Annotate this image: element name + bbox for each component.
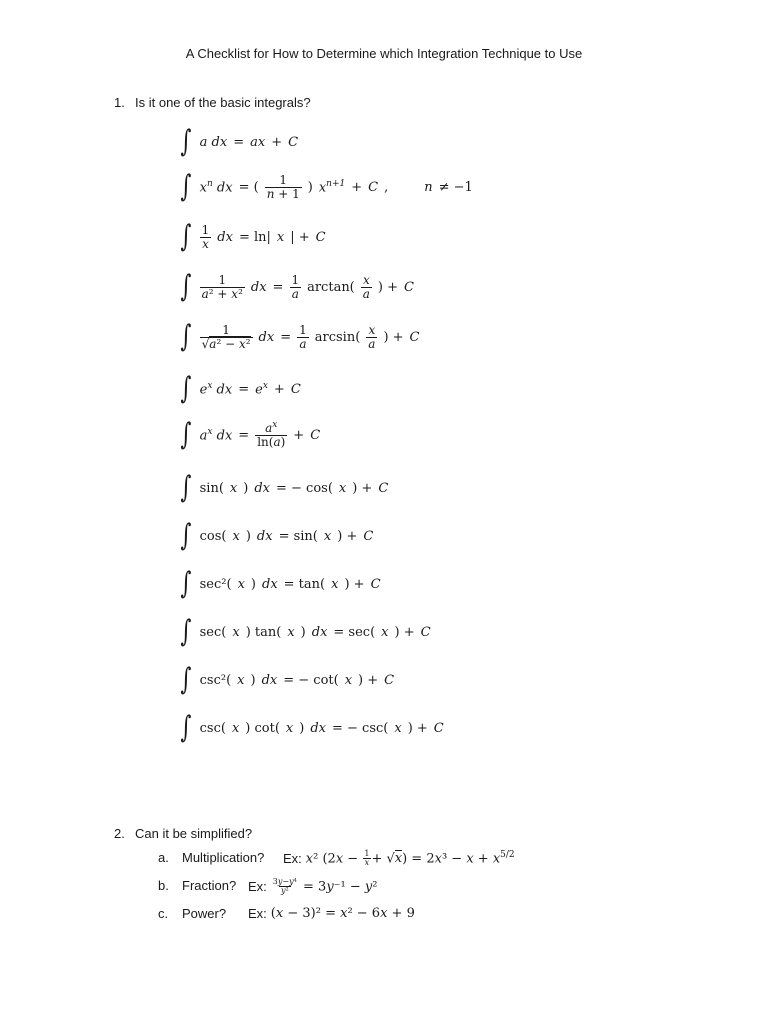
integral-sign-icon: ∫ (180, 614, 192, 649)
integral-csc-cot: ∫ csc( x ) cot( x ) dx = − csc( x ) + C (180, 710, 444, 745)
question-number: 1. (114, 95, 125, 110)
subitem-label: b. (158, 878, 169, 893)
subitem-name: Power? (182, 906, 227, 921)
subitem-power (158, 906, 578, 928)
subitem-multiplication (158, 850, 578, 872)
integral-sign-icon: ∫ (180, 518, 192, 553)
example-label: Ex: (248, 879, 267, 895)
subitem-name: Multiplication? (182, 850, 265, 865)
question-2 (114, 826, 414, 844)
integral-sign-icon: ∫ (180, 169, 192, 204)
subitem-label: a. (158, 850, 169, 865)
example-label: Ex: (248, 906, 267, 921)
integral-sec-squared: ∫ sec²( x ) dx = tan( x ) + C (180, 566, 381, 601)
integral-sign-icon: ∫ (180, 566, 192, 601)
question-number: 2. (114, 826, 125, 841)
integral-power-rule: ∫ $x^n$ dx = ( $\frac{1}{n + 1}$ ) $x^{n+1}$ + C , n ≠ −1 (180, 169, 473, 204)
integral-sign-icon: ∫ (180, 417, 192, 452)
question-text: Is it one of the basic integrals? (135, 95, 311, 110)
integral-exponential-a: ∫ $a^x$ dx = $\frac{a^x}{\ln(a)}$ + C (180, 417, 321, 452)
integral-sign-icon: ∫ (180, 219, 192, 254)
integral-arctan: ∫ $\frac{1}{\text{a² + x²}}$ dx = $\frac{1}{a}$ arctan( $\frac{x}{a}$ ) + C (180, 269, 414, 304)
question-text: Can it be simplified? (135, 826, 253, 841)
subitem-name: Fraction? (182, 878, 237, 893)
integral-cos: ∫ cos( x ) dx = sin( x ) + C (180, 518, 374, 553)
integral-sign-icon: ∫ (180, 124, 192, 159)
integral-csc-squared: ∫ csc²( x ) dx = − cot( x ) + C (180, 662, 395, 697)
subitem-fraction (158, 878, 578, 902)
integral-sign-icon: ∫ (180, 470, 192, 505)
subitem-example: Ex: (x − 3)² = x² − 6x + 9 (248, 906, 415, 921)
integral-sign-icon: ∫ (180, 319, 192, 354)
integral-sec-tan: ∫ sec( x ) tan( x ) dx = sec( x ) + C (180, 614, 431, 649)
integral-constant: ∫ a dx = ax + C (180, 124, 299, 159)
integral-reciprocal: ∫ $\frac{1}{x}$ dx = ln| x | + C (180, 219, 326, 254)
integral-exponential-e: ∫ $e^x$ dx = $e^x$ + C (180, 371, 301, 406)
integral-sign-icon: ∫ (180, 710, 192, 745)
integral-sign-icon: ∫ (180, 269, 192, 304)
integral-arcsin: ∫ $\frac{1}{\text{√a² − x²}}$ dx = $\frac{1}{a}$ arcsin( $\frac{x}{a}$ ) + C (180, 319, 420, 354)
question-1 (114, 95, 414, 113)
example-label: Ex: (283, 851, 302, 867)
integral-sign-icon: ∫ (180, 371, 192, 406)
integral-sin: ∫ sin( x ) dx = − cos( x ) + C (180, 470, 389, 505)
subitem-label: c. (158, 906, 169, 921)
subitem-example: Ex: $\frac{\text{3y−y⁴}}{\text{y²}}$ = 3y⁻¹ − y² (248, 877, 378, 896)
integral-sign-icon: ∫ (180, 662, 192, 697)
subitem-example: Ex: x² (2x − $\frac{1}{x}$ + $√x) = 2x^3 - x + x^{5/2}$ (283, 849, 515, 868)
page-title: A Checklist for How to Determine which Integration Technique to Use (185, 46, 583, 61)
